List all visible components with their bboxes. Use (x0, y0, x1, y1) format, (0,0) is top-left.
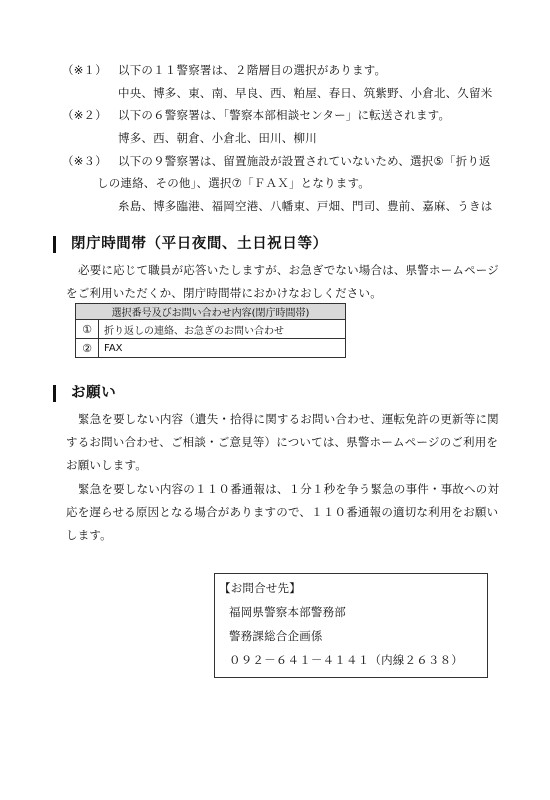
note2-mark: （※２） (62, 108, 107, 122)
note1-mark: （※１） (62, 63, 107, 77)
request-p1-line3: お願いします。 (66, 458, 147, 472)
note3-text: 以下の９警察署は、留置施設が設置されていないため、選択⑤「折り返 (118, 154, 491, 168)
closed-hours-selection-table (75, 303, 346, 358)
contact-organization: 福岡県警察本部警務部 (229, 605, 346, 619)
request-p2-line3: します。 (66, 528, 112, 542)
note2-stations: 博多、西、朝倉、小倉北、田川、柳川 (118, 131, 317, 145)
request-p1-line2: するお問い合わせ、ご相談・ご意見等）については、県警ホームページのご利用を (66, 435, 499, 449)
closed-hours-heading: 閉庁時間帯（平日夜間、土日祝日等） (71, 236, 328, 252)
closed-hours-text-1: 必要に応じて職員が応答いたしますが、お急ぎでない場合は、県警ホームページ (78, 263, 499, 277)
selection-text: FAX (99, 339, 346, 358)
contact-box (214, 573, 488, 678)
table-row (76, 339, 346, 358)
section-marker-bar (53, 236, 56, 253)
note3-stations: 糸島、博多臨港、福岡空港、八幡東、戸畑、門司、豊前、嘉麻、うきは (118, 199, 493, 213)
request-p2-line1: 緊急を要しない内容の１１０番通報は、１分１秒を争う緊急の事件・事故への対 (78, 482, 500, 496)
table-row (76, 320, 346, 339)
request-heading: お願い (71, 385, 117, 401)
section-marker-bar (53, 385, 56, 402)
note1-stations: 中央、博多、東、南、早良、西、粕屋、春日、筑紫野、小倉北、久留米 (118, 86, 493, 100)
contact-title: 【お問合せ先】 (219, 581, 301, 595)
contact-phone: ０９２－６４１－４１４１（内線２６３８） (229, 653, 463, 667)
note3-text-cont: しの連絡、その他」、選択⑦「ＦＡＸ」となります。 (97, 176, 370, 190)
selection-text: 折り返しの連絡、お急ぎのお問い合わせ (99, 320, 346, 339)
closed-hours-text-2: をご利用いただくか、閉庁時間帯におかけなおしください。 (66, 286, 382, 300)
selection-number: ① (76, 320, 99, 339)
table-header-row (76, 304, 346, 320)
note3-mark: （※３） (62, 154, 107, 168)
selection-number: ② (76, 339, 99, 358)
table-header: 選択番号及びお問い合わせ内容(閉庁時間帯) (76, 304, 346, 320)
request-p1-line1: 緊急を要しない内容（遺失・拾得に関するお問い合わせ、運転免許の更新等に関 (78, 412, 499, 426)
note1-text: 以下の１１警察署は、２階層目の選択があります。 (118, 63, 387, 77)
contact-department: 警務課総合企画係 (229, 629, 323, 643)
request-p2-line2: 応を遅らせる原因となる場合がありますので、１１０番通報の適切な利用をお願い (66, 505, 499, 519)
note2-text: 以下の６警察署は、「警察本部相談センター」に転送されます。 (118, 108, 451, 122)
